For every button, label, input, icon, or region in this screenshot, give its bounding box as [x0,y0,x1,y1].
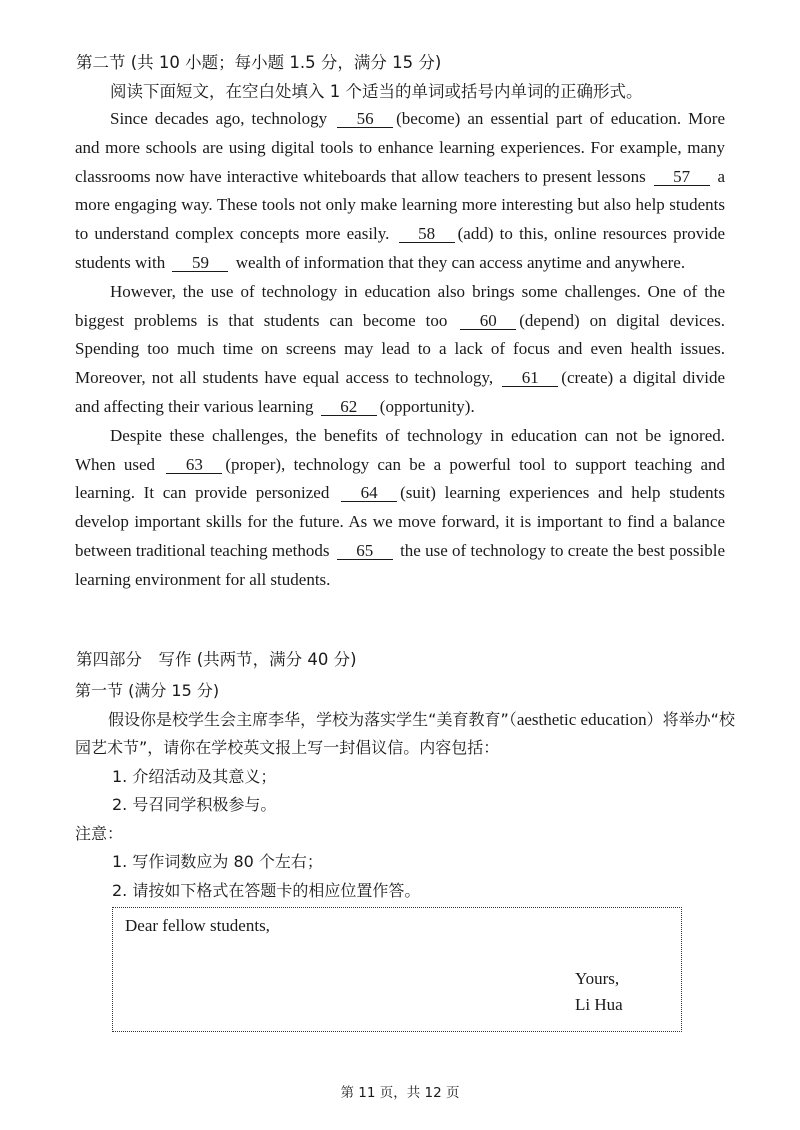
writing-task [75,677,735,905]
note-1: 1. 写作词数应为 80 个左右； [112,852,323,871]
letter-closing: Yours, [575,969,620,988]
requirement-2: 2. 号召同学积极参与。 [112,795,277,814]
letter-signature: Li Hua [575,995,623,1014]
writing-section-1-title: 第一节 (满分 15 分) [75,681,220,700]
passage-paragraph-3: Despite these challenges, the benefits of technology in education can not be ignored. When used 63 (proper), technology can be a powerful tool to support teaching and learning. It can provide personized 64 (suit) learning experiences and help students develop important skills for the future. As we move forward, it is important to find a balance between traditional teaching methods 65 the use of technology to create the best possible learning environment for all students. [75,425,726,589]
blank-64[interactable]: 64 [341,484,397,502]
letter-greeting: Dear fellow students, [125,916,270,935]
passage-paragraph-2: However, the use of technology in education also brings some challenges. One of the biggest problems is that students can become too 60 (depend) on digital devices. Spending too much time on screens may lead to a lack of focus and even health issues. Moreover, not all students have equal access to technology, 61 (create) a digital divide and affecting their various learning 62 (opportunity). [75,281,726,416]
cloze-passage [75,105,725,595]
blank-57[interactable]: 57 [654,168,710,186]
writing-prompt: 假设你是校学生会主席李华，学校为落实学生“美育教育”（aesthetic education）将举办“校园艺术节”，请你在学校英文报上写一封倡议信。内容包括： [75,709,735,757]
letter-answer-box[interactable] [112,907,682,1032]
page-number: 第 11 页，共 12 页 [340,1085,460,1101]
note-2: 2. 请按如下格式在答题卡的相应位置作答。 [112,880,421,900]
blank-60[interactable]: 60 [460,312,516,330]
note-label: 注意： [75,823,124,843]
blank-65[interactable]: 65 [337,542,393,560]
blank-59[interactable]: 59 [172,254,228,272]
letter-closing-block [575,966,623,1018]
blank-63[interactable]: 63 [166,456,222,474]
blank-56[interactable]: 56 [337,110,393,128]
passage-paragraph-1: Since decades ago, technology 56 (become) an essential part of education. More and more schools are using digital tools to enhance learning experiences. For example, many classrooms now have interactive whiteboards that allow teachers to present lessons 57 a more engaging way. These tools not only make learning more interesting but also help students to understand complex concepts more easily. 58 (add) to this, online resources provide students with 59 wealth of information that they can access anytime and anywhere. [75,109,726,272]
blank-58[interactable]: 58 [399,225,455,243]
blank-61[interactable]: 61 [502,369,558,387]
requirement-1: 1. 介绍活动及其意义； [112,766,277,786]
blank-62[interactable]: 62 [321,398,377,416]
section-2-instruction: 阅读下面短文，在空白处填入 1 个适当的单词或括号内单词的正确形式。 [110,82,643,101]
section-2-title: 第二节 (共 10 小题；每小题 1.5 分，满分 15 分) [76,53,442,72]
part-4-title: 第四部分 写作 (共两节，满分 40 分) [76,650,357,669]
